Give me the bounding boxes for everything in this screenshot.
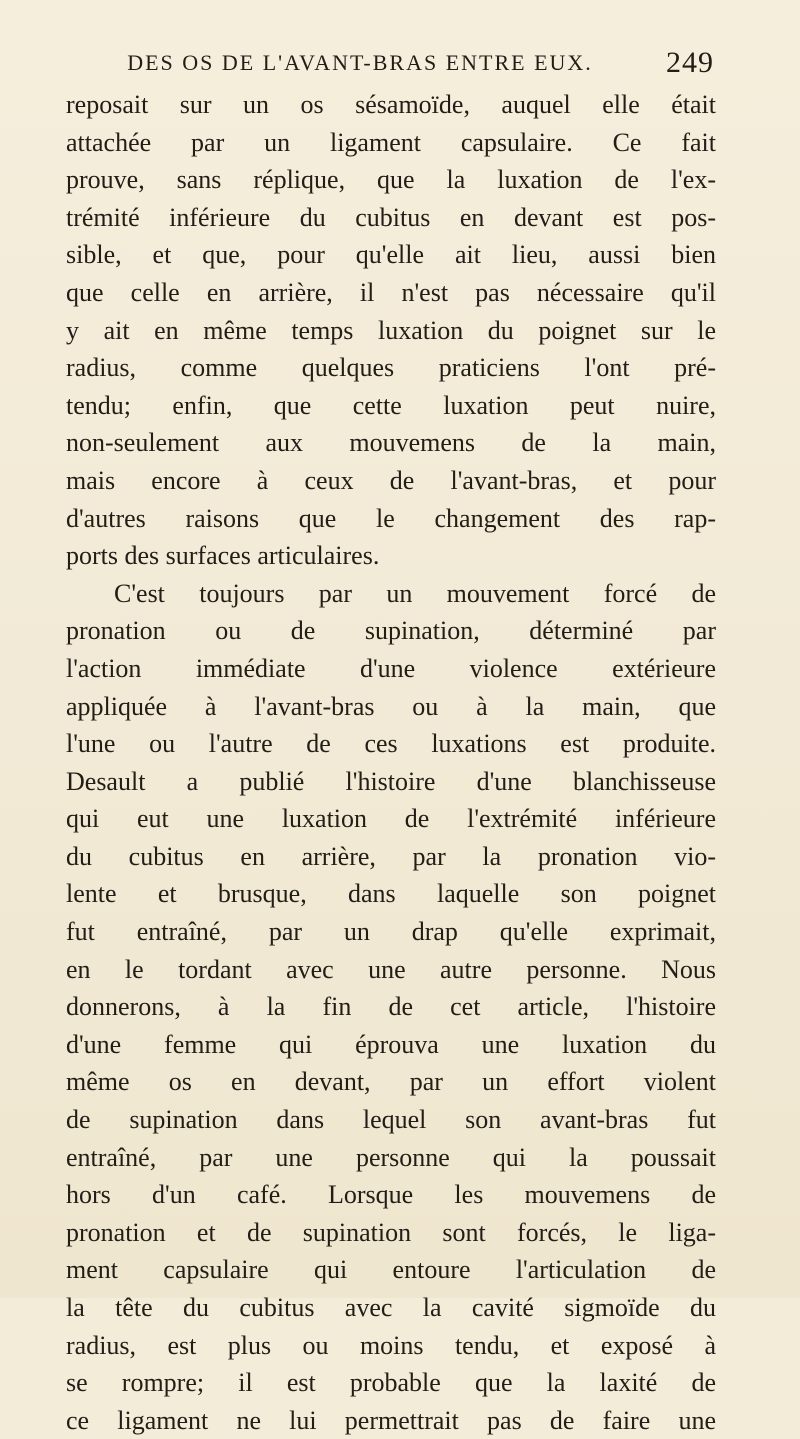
- body-text: [66, 86, 716, 1439]
- text-line: de supination dans lequel son avant-bras fut: [66, 1105, 716, 1135]
- text-line: reposait sur un os sésamoïde, auquel elle était: [66, 90, 716, 119]
- text-line: du cubitus en arrière, par la pronation vio-: [66, 841, 716, 871]
- text-line: d'autres raisons que le changement des rap-: [66, 503, 716, 533]
- running-head: [100, 46, 714, 86]
- text-line: lente et brusque, dans laquelle son poignet: [66, 879, 716, 909]
- text-line: ce ligament ne lui permettrait pas de faire une: [66, 1405, 716, 1435]
- text-line: radius, comme quelques praticiens l'ont pré-: [66, 353, 716, 383]
- text-line: que celle en arrière, il n'est pas nécessaire qu'il: [66, 277, 716, 307]
- text-line: mais encore à ceux de l'avant-bras, et pour: [66, 465, 716, 495]
- text-line: hors d'un café. Lorsque les mouvemens de: [66, 1180, 716, 1210]
- text-line: donnerons, à la fin de cet article, l'histoire: [66, 992, 716, 1022]
- text-line: se rompre; il est probable que la laxité de: [66, 1368, 716, 1398]
- text-line: C'est toujours par un mouvement forcé de: [114, 578, 716, 608]
- text-line: prouve, sans réplique, que la luxation de l'ex-: [66, 165, 716, 195]
- text-line: appliquée à l'avant-bras ou à la main, que: [66, 691, 716, 721]
- text-line: tendu; enfin, que cette luxation peut nuire,: [66, 390, 716, 420]
- text-line: attachée par un ligament capsulaire. Ce fait: [66, 127, 716, 157]
- running-title: DES OS DE L'AVANT-BRAS ENTRE EUX.: [127, 50, 593, 75]
- text-line: qui eut une luxation de l'extrémité inférieure: [66, 804, 716, 834]
- text-line: pronation ou de supination, déterminé par: [66, 616, 716, 646]
- text-line: même os en devant, par un effort violent: [66, 1067, 716, 1097]
- text-line: non-seulement aux mouvemens de la main,: [66, 428, 716, 458]
- text-line: l'action immédiate d'une violence extérieure: [66, 653, 716, 683]
- text-line: Desault a publié l'histoire d'une blanchisseuse: [66, 766, 716, 796]
- text-line: d'une femme qui éprouva une luxation du: [66, 1029, 716, 1059]
- text-line: fut entraîné, par un drap qu'elle exprimait,: [66, 917, 716, 947]
- text-line: entraîné, par une personne qui la poussait: [66, 1142, 716, 1172]
- text-line: en le tordant avec une autre personne. Nous: [66, 954, 716, 984]
- text-line: radius, est plus ou moins tendu, et exposé à: [66, 1330, 716, 1360]
- page-number: 249: [666, 46, 714, 79]
- text-line: y ait en même temps luxation du poignet sur le: [66, 315, 716, 345]
- text-line: ment capsulaire qui entoure l'articulation de: [66, 1255, 716, 1285]
- text-line: la tête du cubitus avec la cavité sigmoïde du: [66, 1293, 716, 1322]
- text-line: sible, et que, pour qu'elle ait lieu, aussi bien: [66, 240, 716, 270]
- text-line: trémité inférieure du cubitus en devant est pos-: [66, 202, 716, 232]
- text-line: pronation et de supination sont forcés, le liga-: [66, 1217, 716, 1247]
- text-line: ports des surfaces articulaires.: [66, 541, 380, 571]
- text-line: l'une ou l'autre de ces luxations est produite.: [66, 729, 716, 759]
